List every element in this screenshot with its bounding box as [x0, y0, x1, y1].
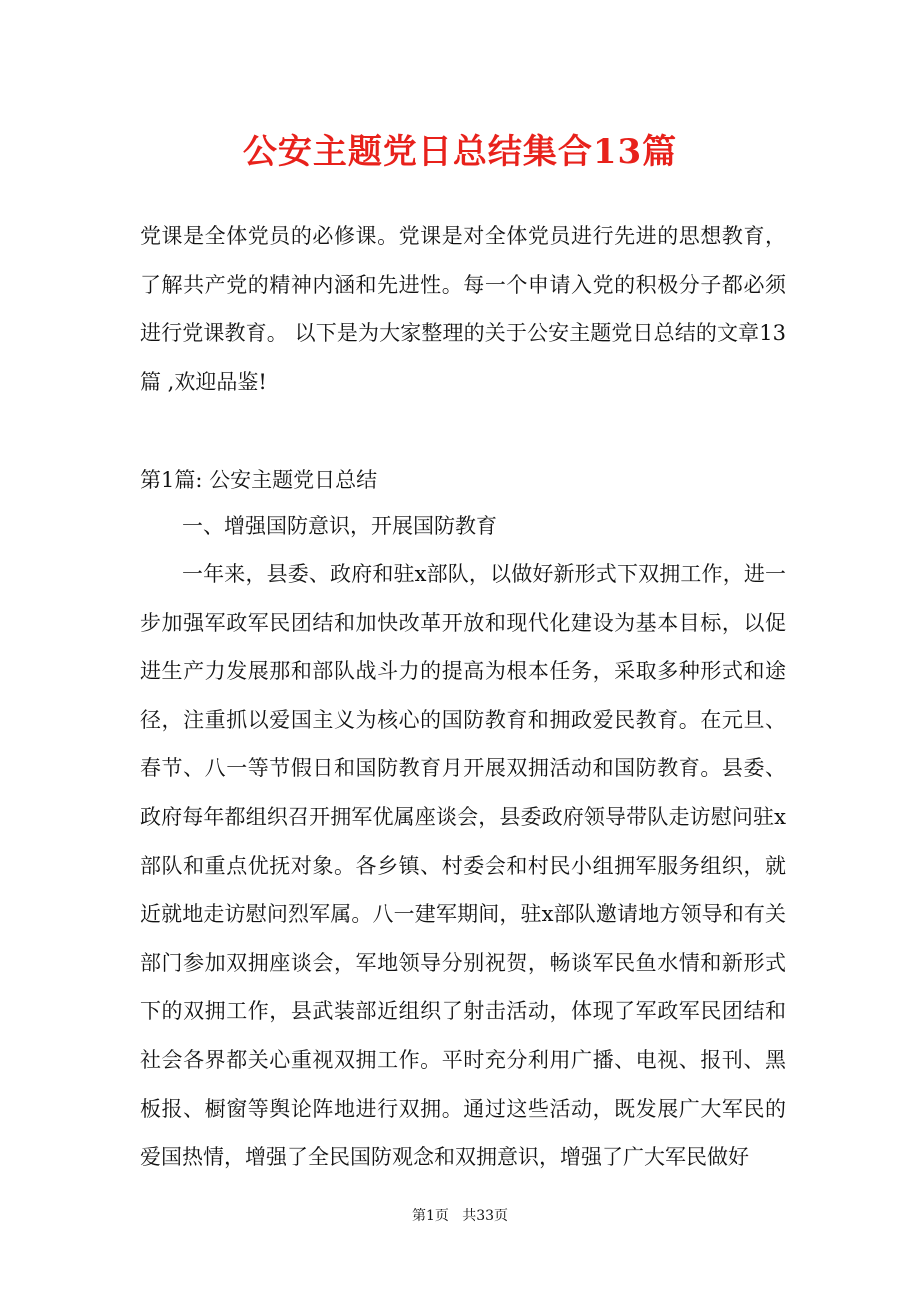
page-number-label: 第1页 共33页 — [411, 1208, 509, 1224]
document-title: 公安主题党日总结集合13篇 — [242, 132, 678, 172]
page-footer — [0, 1206, 920, 1226]
body-paragraph: 一年来，县委、政府和驻x部队，以做好新形式下双拥工作，进一步加强军政军民团结和加快改革开放和现代化建设为基本目标，以促进生产力发展那和部队战斗力的提高为根本任务，采取多种形式和途径，注重抓以爱国主义为核心的国防教育和拥政爱民教育。在元旦、春节、八一等节假日和国防教育月开展双拥活动和国防教育。县委、政府每年都组织召开拥军优属座谈会，县委政府领导带队走访慰问驻x部队和重点优抚对象。各乡镇、村委会和村民小组拥军服务组织，就近就地走访慰问烈军属。八一建军期间，驻x部队邀请地方领导和有关部门参加双拥座谈会，军地领导分别祝贺，畅谈军民鱼水情和新形式下的双拥工作，县武装部近组织了射击活动，体现了军政军民团结和社会各界都关心重视双拥工作。平时充分利用广播、电视、报刊、黑板报、橱窗等舆论阵地进行双拥。通过这些活动，既发展广大军民的爱国热情，增强了全民国防观念和双拥意识，增强了广大军民做好 — [140, 562, 786, 1170]
sub-heading: 一、增强国防意识，开展国防教育 — [182, 514, 497, 538]
section-heading: 第1篇: 公安主题党日总结 — [140, 468, 378, 492]
intro-paragraph: 党课是全体党员的必修课。党课是对全体党员进行先进的思想教育，了解共产党的精神内涵和先进性。每一个申请入党的积极分子都必须进行党课教育。 以下是为大家整理的关于公安主题党日总结的文章13篇 ,欢迎品鉴! — [140, 224, 786, 394]
